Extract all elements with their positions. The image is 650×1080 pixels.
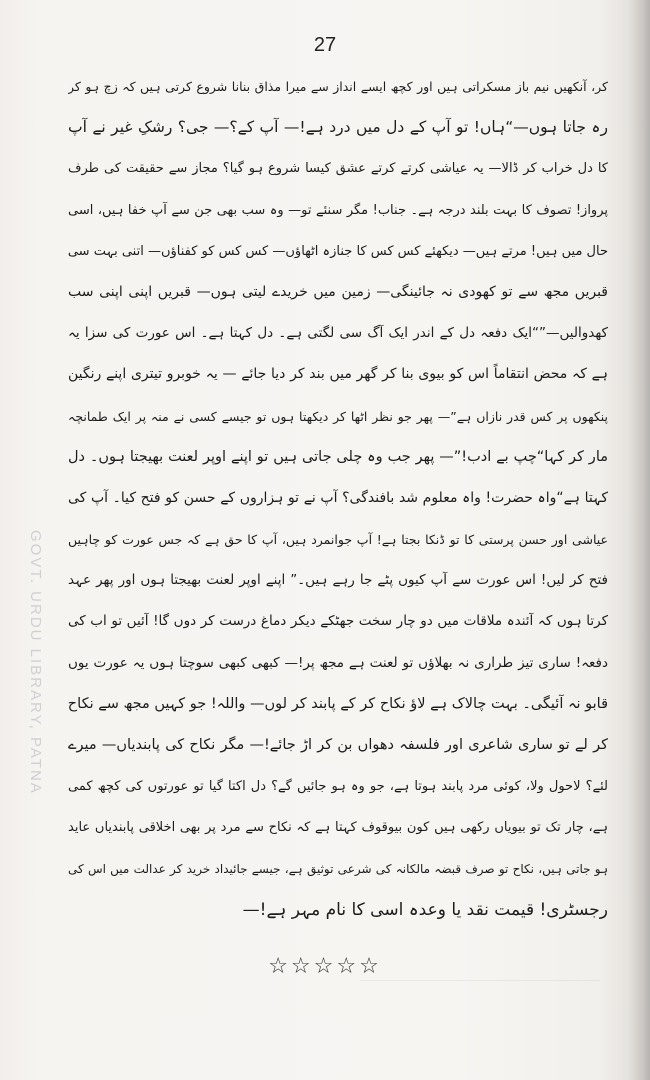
text-line: کا دل خراب کر ڈالا— یہ عیاشی کرتے کرتے عشق کیسا شروع ہو گیا؟ مجاز سے حقیقت کی طرف	[68, 161, 608, 177]
text-line: کر لے تو ساری شاعری اور فلسفہ دھواں بن کر اڑ جائے!— مگر نکاح کی پابندیاں— میرے	[68, 737, 608, 753]
page-gutter-shadow	[628, 0, 650, 1080]
section-separator-stars: ☆☆☆☆☆	[268, 954, 382, 979]
text-line: عیاشی اور حسن پرستی کا تو ڈنکا بجتا ہے! آپ جوانمرد ہیں، آپ کا حق ہے کہ جس عورت کو چاہیں	[68, 532, 608, 548]
text-line: ہو جاتی ہیں، نکاح تو صرف قبضہ مالکانہ کی شرعی توثیق ہے، جیسے جائیداد خرید کر عدالت میں اس کی	[68, 861, 608, 876]
text-line: ہے، چار تک تو بیویاں رکھی ہیں کون بیوقوف کہتا ہے کہ نکاح سے مرد پر بھی اخلاقی پابندیاں عاید	[68, 820, 608, 836]
text-line: قبریں مجھ سے تو کھودی نہ جائینگی— زمین میں خریدے لیتی ہوں— قبریں اپنی اپنی سب	[68, 283, 608, 300]
text-line: کھدوالیں—”“ایک دفعہ دل کے اندر ایک آگ سی لگتی ہے۔ دل کہتا ہے۔ اس عورت کی سزا یہ	[68, 325, 608, 342]
page-number: 27	[313, 34, 337, 56]
text-line: کہتا ہے“واہ حضرت! واہ معلوم شد بافندگی؟ آپ نے تو ہزاروں کے حسن کو فتح کیا۔ آپ کی	[68, 489, 608, 506]
text-line: ہے کہ محض انتقاماً اس کو بیوی بنا کر گھر میں بند کر دیا جائے — یہ خوبرو تیتری اپنے رنگین	[68, 366, 608, 383]
library-stamp: GOVT. URDU LIBRARY, PATNA	[27, 530, 44, 795]
text-line: فتح کر لیں! اس عورت سے آپ کیوں پٹے جا رہے ہیں۔” اپنے اوپر لعنت بھیجتا ہوں اور پھر عہد	[68, 572, 608, 589]
text-line: کرتا ہوں کہ آئندہ ملاقات میں دو چار سخت جھٹکے دیکر دماغ درست کر دوں گا! آئیں تو اب کی	[68, 613, 608, 630]
text-line: رہ جاتا ہوں—“ہاں! تو آپ کے دل میں درد ہے!— آپ کے؟— جی؟ رشکِ غیر نے آپ	[68, 118, 608, 137]
text-line: پنکھوں پر کس قدر نازاں ہے”— پھر جو نظر اٹھا کر دیکھتا ہوں تو جیسے کسی نے منہ پر ایک طمانچہ	[68, 408, 608, 424]
text-line: کر، آنکھیں نیم باز مسکراتی ہیں اور کچھ ایسے انداز سے میرا مذاق بنانا شروع کرتی ہیں کہ زچ ہو کر	[68, 79, 608, 94]
bleed-through-mark	[360, 980, 600, 1041]
text-line: پرواز! تصوف کا بہت بلند درجہ ہے۔ جناب! مگر سنئے تو— وہ سب بھی جن سے آپ خفا ہیں، اسی	[68, 202, 608, 218]
text-line: مار کر کہا“چپ بے ادب!”— پھر جب وہ چلی جاتی ہیں تو اپنے اوپر لعنت بھیجتا ہوں۔ دل	[68, 448, 608, 465]
text-line-final: رجسٹری! قیمت نقد یا وعدہ اسی کا نام مہر ہے!—	[242, 899, 608, 920]
urdu-text-block	[68, 66, 608, 931]
text-line: قابو نہ آئیگی۔ بہت چالاک ہے لاؤ نکاح کر کے پابند کر لوں— واللہ! جو کہیں مجھ سے نکاح	[68, 695, 608, 712]
text-line: حال میں ہیں! مرتے ہیں— دیکھئے کس کس کا جنازہ اٹھاؤں— کس کس کو کفناؤں— اتنی بہت سی	[68, 243, 608, 259]
text-line: دفعہ! ساری تیز طراری نہ بھلاؤں تو لعنت ہے مجھ پر!— کبھی کبھی سوچتا ہوں یہ عورت یوں	[68, 654, 608, 671]
text-line: لئے؟ لاحول ولا، کوئی مرد پابند ہوتا ہے، جو وہ ہو جائیں گے؟ دل اکتا گیا تو عورتوں کی کچھ کمی	[68, 779, 608, 795]
